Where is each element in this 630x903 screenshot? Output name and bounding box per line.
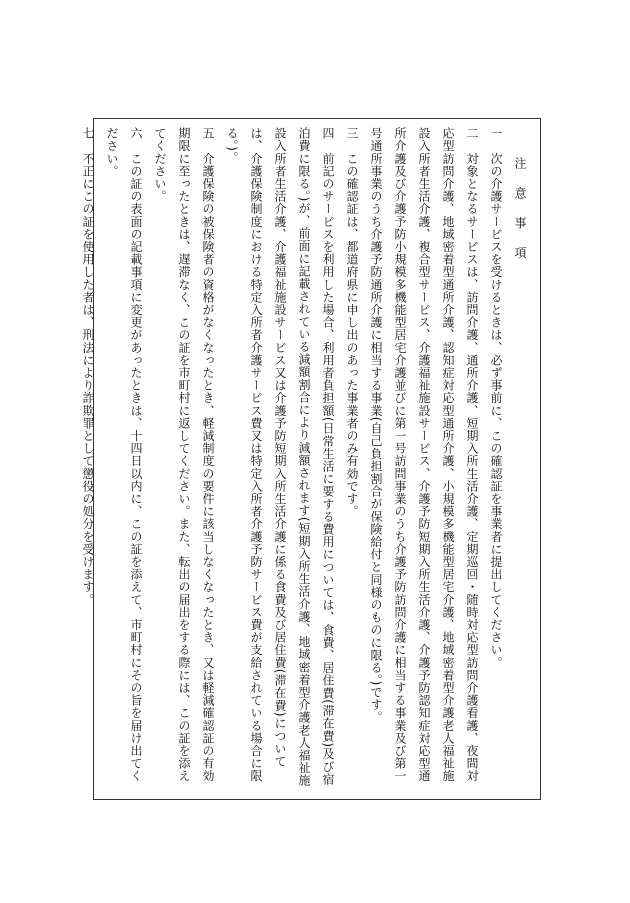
item-text: 次の介護サービスを受けるときは、必ず事前に、この確認証を事業者に提出してください。 bbox=[489, 152, 503, 669]
item-number: 五 bbox=[201, 127, 215, 140]
item-number: 七 bbox=[81, 127, 95, 140]
item-text: 対象となるサービスは、訪問介護、通所介護、短期入所生活介護、定期巡回・随時対応型訪問介護看護、夜間対応型訪問介護、地域密着型通所介護、認知症対応型通所介護、小規模多機能型居宅介護、地域密着型介護老人福祉施設入所者生活介護、複合型サービス、介護福祉施設サービス、介護予防短期入所生活介護、介護予防認知症対応型通所介護及び介護予防小規模多機能型居宅介護並びに第一号訪問事業のうち介護予防訪問介護に相当する事業及び第一号通所事業のうち介護予防通所介護に相当する事業(自己負担割合が保険給付と同様のものに限る。)です。 bbox=[369, 127, 479, 783]
item-number: 一 bbox=[489, 127, 503, 140]
item-text: 前記のサービスを利用した場合、利用者負担額(日常生活に要する費用については、食費、居住費(滞在費)及び宿泊費に限る。)が、前面に記載されている減額割合により減額されます(短期入所生活介護、地域密着型介護老人福祉施設入所者生活介護、介護福祉施設サービス又は介護予防短期入所生活介護に係る食費及び居住費(滞在費)については、介護保険制度における特定入所者介護サービス費又は特定入所者介護予防サービス費が支給されている場合に限る。)。 bbox=[225, 127, 335, 787]
item-text: 不正にこの証を使用した者は、刑法により詐欺罪として懲役の処分を受けます。 bbox=[81, 152, 95, 606]
notice-item-3 bbox=[340, 127, 364, 791]
item-number: 三 bbox=[345, 127, 359, 140]
item-text: この証の表面の記載事項に変更があったときは、十四日以内に、この証を添えて、市町村にその旨を届け出てください。 bbox=[105, 127, 143, 783]
notice-item-6 bbox=[100, 127, 148, 791]
item-number: 二 bbox=[465, 127, 479, 140]
item-text: この確認証は、都道府県に申し出のあった事業者のみ有効です。 bbox=[345, 152, 359, 518]
notice-item-4 bbox=[220, 127, 340, 791]
notice-item-5 bbox=[148, 127, 220, 791]
notice-item-1 bbox=[484, 127, 508, 791]
notice-item-2 bbox=[364, 127, 484, 791]
notice-content bbox=[81, 127, 532, 791]
notice-item-7 bbox=[76, 127, 100, 791]
notice-frame bbox=[81, 118, 541, 800]
notice-title: 注 意 事 項 bbox=[513, 157, 527, 266]
item-number: 四 bbox=[321, 127, 335, 140]
item-number: 六 bbox=[129, 127, 143, 140]
item-text: 介護保険の被保険者の資格がなくなったとき、軽減制度の要件に該当しなくなったとき、又は軽減確認証の有効期限に至ったときは、遅滞なく、この証を市町村に返してください。また、転出の届出をする際には、この証を添えてください。 bbox=[153, 127, 215, 783]
